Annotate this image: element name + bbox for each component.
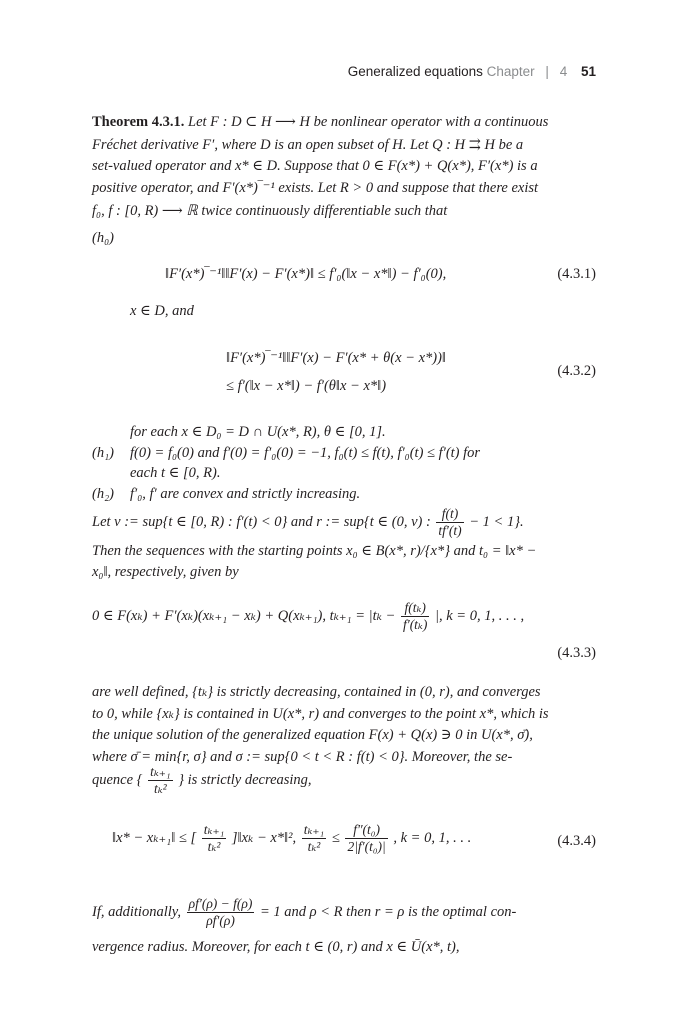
then-line-2: x₀‖, respectively, given by <box>92 564 239 580</box>
equation-4-3-4-part-a: ‖x* − xₖ₊₁‖ ≤ [ <box>112 829 197 846</box>
hypothesis-h2-label: (h₂) <box>92 486 114 502</box>
header-separator: | <box>545 64 549 79</box>
fraction-numerator: tₖ₊₁ <box>303 822 325 837</box>
fraction-denominator: f′(tₖ) <box>402 617 428 632</box>
fraction-numerator: ρf′(ρ) − f(ρ) <box>188 896 253 911</box>
then-line-1: Then the sequences with the starting points x₀ ∈ B(x*, r)/{x*} and t₀ = ‖x* − <box>92 543 537 559</box>
fraction-tk1-over-tk2-a <box>202 822 227 855</box>
paragraph-line-5 <box>92 764 312 797</box>
definition-nu-part-b: − 1 < 1}. <box>469 513 524 530</box>
equation-number-4-3-2: (4.3.2) <box>557 363 596 379</box>
fraction-numerator: f(t) <box>436 506 463 523</box>
fraction-denominator: tₖ² <box>307 839 321 854</box>
hypothesis-h1-text-2: each t ∈ [0, R). <box>130 465 221 481</box>
equation-4-3-2-line-2: ≤ f′(‖x − x*‖) − f′(θ‖x − x*‖) <box>226 378 387 394</box>
running-header <box>348 64 596 79</box>
equation-4-3-4-part-c: ≤ <box>331 829 340 846</box>
theorem-line-5: f₀, f : [0, R) ⟶ ℝ twice continuously differentiable such that <box>92 203 448 219</box>
fraction-f2-over-f1 <box>345 822 387 855</box>
equation-4-3-3-part-a: 0 ∈ F(xₖ) + F′(xₖ)(xₖ₊₁ − xₖ) + Q(xₖ₊₁), tₖ₊₁ = |tₖ − <box>92 607 396 624</box>
fraction-numerator: f(tₖ) <box>401 600 429 617</box>
fraction-tk1-over-tk2 <box>148 764 173 797</box>
hypothesis-h1-text: f(0) = f₀(0) and f′(0) = f′₀(0) = −1, f₀(t) ≤ f(t), f′₀(t) ≤ f′(t) for <box>130 445 481 461</box>
equation-4-3-3 <box>92 600 524 633</box>
fraction-denominator: 2|f′(t₀)| <box>347 839 386 854</box>
paragraph-line-5-part-a: quence { <box>92 771 143 788</box>
if-additionally-part-b: = 1 and ρ < R then r = ρ is the optimal con- <box>260 903 517 920</box>
equation-4-3-4 <box>112 822 471 855</box>
theorem-line-1 <box>92 114 548 131</box>
header-chapter-number: 4 <box>559 64 568 79</box>
equation-number-4-3-3: (4.3.3) <box>557 645 596 661</box>
definition-nu-part-a: Let ν := sup{t ∈ [0, R) : f′(t) < 0} and r := sup{t ∈ (0, ν) : <box>92 513 431 530</box>
hypothesis-h1-label: (h₁) <box>92 445 114 461</box>
theorem-intro-1: Let F : D ⊂ H ⟶ H be nonlinear operator with a continuous <box>188 114 549 130</box>
paragraph-line-4: where σ̄ = min{r, σ} and σ := sup{0 < t < R : f(t) < 0}. Moreover, the se- <box>92 749 513 765</box>
definition-nu-r <box>92 506 524 539</box>
paragraph-line-1: are well defined, {tₖ} is strictly decreasing, contained in (0, r), and converges <box>92 684 541 700</box>
equation-4-3-2-line-1: ‖F′(x*)‾⁻¹‖‖F′(x) − F′(x* + θ(x − x*))‖ <box>226 350 446 366</box>
fraction-numerator: f″(t₀) <box>345 822 387 839</box>
equation-4-3-1: ‖F′(x*)‾⁻¹‖‖F′(x) − F′(x*)‖ ≤ f′₀(‖x − x*‖) − f′₀(0), <box>165 266 447 282</box>
paragraph-line-3: the unique solution of the generalized equation F(x) + Q(x) ∋ 0 in U(x*, σ̄), <box>92 727 533 743</box>
theorem-label: Theorem 4.3.1. <box>92 114 185 130</box>
theorem-line-4: positive operator, and F′(x*)‾⁻¹ exists. Let R > 0 and suppose that there exist <box>92 180 539 196</box>
equation-number-4-3-1: (4.3.1) <box>557 266 596 282</box>
fraction-f-over-tf <box>436 506 463 539</box>
header-title: Generalized equations <box>347 64 483 79</box>
if-additionally-part-a: If, additionally, <box>92 903 182 920</box>
fraction-denominator: ρf′(ρ) <box>206 913 235 928</box>
for-each-text: for each x ∈ D₀ = D ∩ U(x*, R), θ ∈ [0, 1]. <box>130 424 386 440</box>
fraction-f-tk <box>401 600 429 633</box>
equation-4-3-4-part-d: , k = 0, 1, . . . <box>393 829 472 846</box>
fraction-denominator: tₖ² <box>207 839 221 854</box>
fraction-optimal-radius <box>187 896 255 929</box>
equation-number-4-3-4: (4.3.4) <box>557 833 596 849</box>
equation-4-3-3-part-b: |, k = 0, 1, . . . , <box>434 607 525 624</box>
fraction-numerator: tₖ₊₁ <box>150 764 171 779</box>
if-additionally-line <box>92 896 516 929</box>
fraction-denominator: tₖ² <box>153 781 167 796</box>
paragraph-line-5-part-b: } is strictly decreasing, <box>178 771 312 788</box>
header-chapter-label: Chapter <box>486 64 535 79</box>
theorem-line-2: Fréchet derivative F′, where D is an open subset of H. Let Q : H ⇉ H be a <box>92 137 524 153</box>
theorem-line-3: set-valued operator and x* ∈ D. Suppose that 0 ∈ F(x*) + Q(x*), F′(x*) is a <box>92 158 538 174</box>
fraction-numerator: tₖ₊₁ <box>203 822 225 837</box>
last-line: vergence radius. Moreover, for each t ∈ (0, r) and x ∈ Ū(x*, t), <box>92 939 460 955</box>
paragraph-line-2: to 0, while {xₖ} is contained in U(x*, r) and converges to the point x*, which is <box>92 706 549 722</box>
fraction-tk1-over-tk2-b <box>302 822 327 855</box>
hypothesis-h2-text: f′₀, f′ are convex and strictly increasing. <box>130 486 361 502</box>
page-number: 51 <box>580 64 596 79</box>
x-in-d-text: x ∈ D, and <box>130 303 194 319</box>
hypothesis-h0-label: (h₀) <box>92 230 114 246</box>
fraction-denominator: tf′(t) <box>438 523 462 538</box>
equation-4-3-4-part-b: ]‖xₖ − x*‖², <box>231 829 297 846</box>
